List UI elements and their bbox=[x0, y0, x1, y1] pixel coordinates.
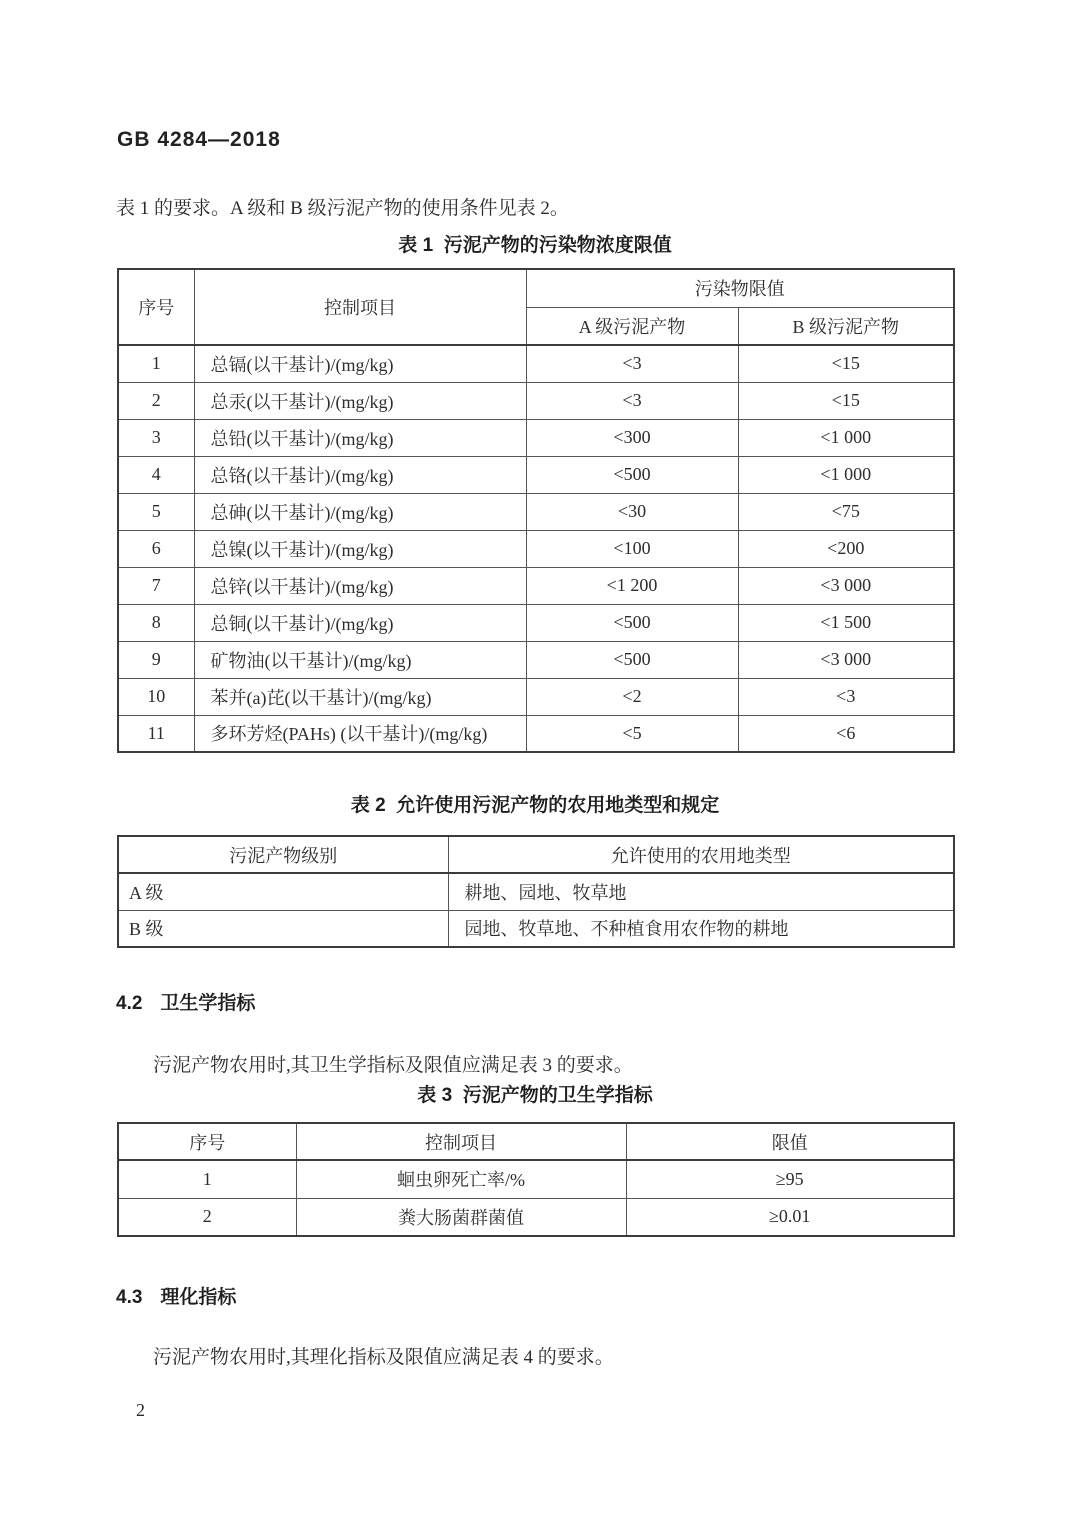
table-row bbox=[118, 641, 954, 678]
table2-header-level: 污泥产物级别 bbox=[118, 836, 448, 873]
section-label: 卫生学指标 bbox=[160, 993, 256, 1014]
table-row bbox=[118, 715, 954, 752]
cell-item: 总铜(以干基计)/(mg/kg) bbox=[194, 604, 526, 641]
cell-limit-b: <3 bbox=[738, 678, 954, 715]
cell-item: 总镉(以干基计)/(mg/kg) bbox=[194, 345, 526, 382]
cell-item: 粪大肠菌群菌值 bbox=[296, 1198, 626, 1236]
table3-hygiene-indicators bbox=[117, 1122, 955, 1237]
cell-limit-b: <15 bbox=[738, 382, 954, 419]
page-number: 2 bbox=[136, 1400, 145, 1420]
cell-no: 7 bbox=[118, 567, 194, 604]
table1-header-group: 污染物限值 bbox=[526, 269, 954, 307]
section-4-3-paragraph: 污泥产物农用时,其理化指标及限值应满足表 4 的要求。 bbox=[153, 1347, 614, 1368]
cell-level: A 级 bbox=[118, 873, 448, 910]
cell-no: 10 bbox=[118, 678, 194, 715]
cell-no: 11 bbox=[118, 715, 194, 752]
table1-header-grade-a: A 级污泥产物 bbox=[526, 307, 738, 345]
cell-limit-b: <6 bbox=[738, 715, 954, 752]
table-row bbox=[118, 493, 954, 530]
cell-item: 总铬(以干基计)/(mg/kg) bbox=[194, 456, 526, 493]
cell-limit-a: <500 bbox=[526, 641, 738, 678]
table3-header-limit: 限值 bbox=[626, 1123, 954, 1160]
cell-types: 园地、牧草地、不种植食用农作物的耕地 bbox=[448, 910, 954, 947]
table-row bbox=[118, 1198, 954, 1236]
table-row bbox=[118, 604, 954, 641]
table-row bbox=[118, 382, 954, 419]
table-row bbox=[118, 530, 954, 567]
cell-no: 8 bbox=[118, 604, 194, 641]
cell-limit-a: <500 bbox=[526, 604, 738, 641]
cell-no: 6 bbox=[118, 530, 194, 567]
cell-item: 总锌(以干基计)/(mg/kg) bbox=[194, 567, 526, 604]
section-number: 4.3 bbox=[116, 1287, 143, 1308]
intro-paragraph: 表 1 的要求。A 级和 B 级污泥产物的使用条件见表 2。 bbox=[116, 198, 569, 219]
doc-code: GB 4284—2018 bbox=[117, 128, 281, 151]
cell-item: 总汞(以干基计)/(mg/kg) bbox=[194, 382, 526, 419]
cell-limit-a: <5 bbox=[526, 715, 738, 752]
cell-no: 1 bbox=[118, 1160, 296, 1198]
cell-types: 耕地、园地、牧草地 bbox=[448, 873, 954, 910]
cell-item: 总砷(以干基计)/(mg/kg) bbox=[194, 493, 526, 530]
cell-limit-b: <1 000 bbox=[738, 456, 954, 493]
cell-no: 2 bbox=[118, 382, 194, 419]
table2-title: 表 2 允许使用污泥产物的农用地类型和规定 bbox=[350, 795, 720, 816]
cell-limit-b: <1 000 bbox=[738, 419, 954, 456]
cell-limit-b: <3 000 bbox=[738, 567, 954, 604]
cell-no: 3 bbox=[118, 419, 194, 456]
table2-land-types bbox=[117, 835, 955, 948]
cell-limit-b: <1 500 bbox=[738, 604, 954, 641]
table2-header-types: 允许使用的农用地类型 bbox=[448, 836, 954, 873]
cell-item: 总铅(以干基计)/(mg/kg) bbox=[194, 419, 526, 456]
section-label: 理化指标 bbox=[160, 1287, 237, 1308]
cell-no: 4 bbox=[118, 456, 194, 493]
table-row bbox=[118, 345, 954, 382]
cell-no: 2 bbox=[118, 1198, 296, 1236]
cell-limit-b: <200 bbox=[738, 530, 954, 567]
cell-limit-b: <75 bbox=[738, 493, 954, 530]
table-row bbox=[118, 419, 954, 456]
table3-header-item: 控制项目 bbox=[296, 1123, 626, 1160]
table1-header-row-1 bbox=[118, 269, 954, 307]
table1-pollutant-limits bbox=[117, 268, 955, 753]
cell-item: 矿物油(以干基计)/(mg/kg) bbox=[194, 641, 526, 678]
cell-item: 多环芳烃(PAHs) (以干基计)/(mg/kg) bbox=[194, 715, 526, 752]
cell-limit-a: <3 bbox=[526, 345, 738, 382]
cell-no: 1 bbox=[118, 345, 194, 382]
cell-limit-a: <500 bbox=[526, 456, 738, 493]
cell-limit: ≥0.01 bbox=[626, 1198, 954, 1236]
cell-limit-a: <300 bbox=[526, 419, 738, 456]
section-number: 4.2 bbox=[116, 993, 143, 1014]
table-row bbox=[118, 456, 954, 493]
cell-limit: ≥95 bbox=[626, 1160, 954, 1198]
table1-title: 表 1 污泥产物的污染物浓度限值 bbox=[398, 235, 672, 256]
table-row bbox=[118, 678, 954, 715]
cell-limit-a: <3 bbox=[526, 382, 738, 419]
cell-limit-b: <15 bbox=[738, 345, 954, 382]
cell-no: 9 bbox=[118, 641, 194, 678]
table1-header-grade-b: B 级污泥产物 bbox=[738, 307, 954, 345]
table2-header-row bbox=[118, 836, 954, 873]
cell-item: 苯并(a)芘(以干基计)/(mg/kg) bbox=[194, 678, 526, 715]
cell-limit-b: <3 000 bbox=[738, 641, 954, 678]
table-row bbox=[118, 910, 954, 947]
cell-limit-a: <1 200 bbox=[526, 567, 738, 604]
cell-limit-a: <100 bbox=[526, 530, 738, 567]
table3-header-row bbox=[118, 1123, 954, 1160]
cell-limit-a: <30 bbox=[526, 493, 738, 530]
section-4-2-paragraph: 污泥产物农用时,其卫生学指标及限值应满足表 3 的要求。 bbox=[153, 1055, 633, 1076]
table1-header-no: 序号 bbox=[118, 269, 194, 345]
table-row bbox=[118, 567, 954, 604]
cell-item: 总镍(以干基计)/(mg/kg) bbox=[194, 530, 526, 567]
cell-item: 蛔虫卵死亡率/% bbox=[296, 1160, 626, 1198]
cell-no: 5 bbox=[118, 493, 194, 530]
section-heading-4-2 bbox=[116, 988, 255, 1015]
section-heading-4-3 bbox=[116, 1282, 236, 1309]
table-row bbox=[118, 1160, 954, 1198]
table-row bbox=[118, 873, 954, 910]
cell-limit-a: <2 bbox=[526, 678, 738, 715]
table3-title: 表 3 污泥产物的卫生学指标 bbox=[417, 1085, 653, 1106]
table1-header-item: 控制项目 bbox=[194, 269, 526, 345]
cell-level: B 级 bbox=[118, 910, 448, 947]
table3-header-no: 序号 bbox=[118, 1123, 296, 1160]
